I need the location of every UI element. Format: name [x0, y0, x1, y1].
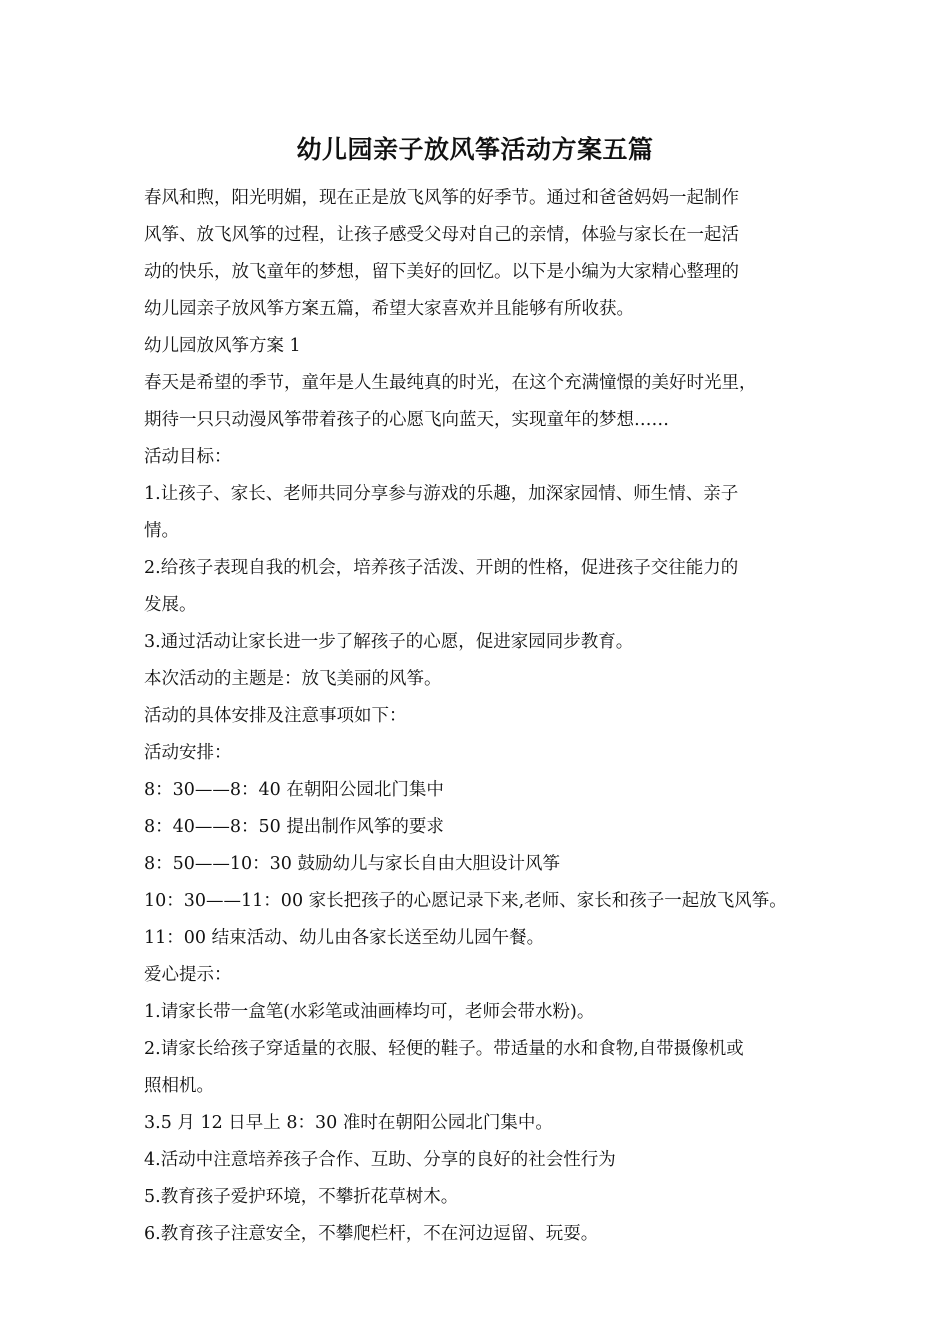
- text-line: 春天是希望的季节，童年是人生最纯真的时光，在这个充满憧憬的美好时光里，: [144, 373, 757, 393]
- text-line: 情。: [144, 521, 179, 541]
- text-line: 幼儿园放风筝方案 1: [144, 336, 301, 356]
- text-line: 发展。: [144, 595, 197, 615]
- text-line: 2.请家长给孩子穿适量的衣服、轻便的鞋子。带适量的水和食物,自带摄像机或: [144, 1039, 744, 1059]
- text-line: 5.教育孩子爱护环境，不攀折花草树木。: [144, 1187, 459, 1207]
- text-line: 10：30——11：00 家长把孩子的心愿记录下来,老师、家长和孩子一起放飞风筝。: [144, 891, 787, 911]
- text-line: 8：30——8：40 在朝阳公园北门集中: [144, 780, 444, 800]
- document-body: [144, 180, 819, 1253]
- text-line: 本次活动的主题是：放飞美丽的风筝。: [144, 669, 442, 689]
- text-line: 11：00 结束活动、幼儿由各家长送至幼儿园午餐。: [144, 928, 545, 948]
- text-line: 2.给孩子表现自我的机会，培养孩子活泼、开朗的性格，促进孩子交往能力的: [144, 558, 739, 578]
- text-line: 4.活动中注意培养孩子合作、互助、分享的良好的社会性行为: [144, 1150, 616, 1170]
- text-line: 1.让孩子、家长、老师共同分享参与游戏的乐趣，加深家园情、师生情、亲子: [144, 484, 739, 504]
- text-line: 3.5 月 12 日早上 8：30 准时在朝阳公园北门集中。: [144, 1113, 553, 1133]
- text-line: 活动安排：: [144, 743, 232, 763]
- text-line: 爱心提示：: [144, 965, 232, 985]
- text-line: 1.请家长带一盒笔(水彩笔或油画棒均可，老师会带水粉)。: [144, 1002, 595, 1022]
- text-line: 活动的具体安排及注意事项如下：: [144, 706, 407, 726]
- text-line: 风筝、放飞风筝的过程，让孩子感受父母对自己的亲情，体验与家长在一起活: [144, 225, 739, 245]
- text-line: 3.通过活动让家长进一步了解孩子的心愿，促进家园同步教育。: [144, 632, 634, 652]
- document-title: 幼儿园亲子放风筝活动方案五篇: [296, 135, 654, 164]
- text-line: 8：40——8：50 提出制作风筝的要求: [144, 817, 444, 837]
- text-line: 照相机。: [144, 1076, 214, 1096]
- text-line: 8：50——10：30 鼓励幼儿与家长自由大胆设计风筝: [144, 854, 560, 874]
- text-line: 6.教育孩子注意安全，不攀爬栏杆，不在河边逗留、玩耍。: [144, 1224, 599, 1244]
- text-line: 动的快乐，放飞童年的梦想，留下美好的回忆。以下是小编为大家精心整理的: [144, 262, 739, 282]
- text-line: 期待一只只动漫风筝带着孩子的心愿飞向蓝天，实现童年的梦想……: [144, 410, 669, 430]
- text-line: 春风和煦，阳光明媚，现在正是放飞风筝的好季节。通过和爸爸妈妈一起制作: [144, 188, 739, 208]
- text-line: 幼儿园亲子放风筝方案五篇，希望大家喜欢并且能够有所收获。: [144, 299, 634, 319]
- text-line: 活动目标：: [144, 447, 232, 467]
